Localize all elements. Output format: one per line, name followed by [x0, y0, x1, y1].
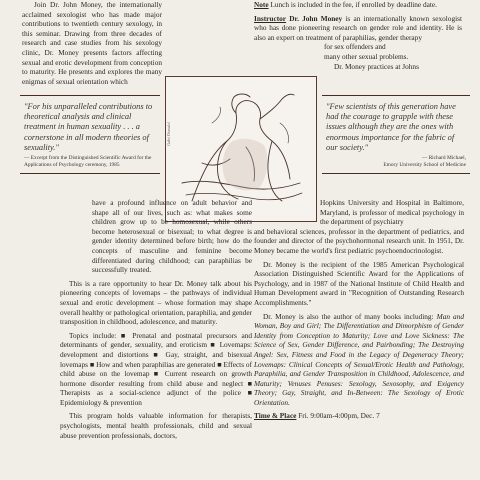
michael-quote-source-affiliation: Emory University School of Medicine — [383, 161, 466, 168]
instructor-label: Instructor — [254, 13, 287, 23]
instructor-name: Dr. John Money — [289, 13, 343, 23]
description-column — [60, 198, 252, 444]
michael-quote-source — [326, 155, 466, 168]
figure-credit — [166, 136, 171, 146]
award-quote-text: "For his unparalleled contributions to theoretical analysis and clinical treatment in human sexuality . . . a cornerstone in all modern theories of sexuality." — [24, 102, 153, 152]
books-intro: Dr. Money is also the author of many books including: — [263, 311, 434, 321]
time-place-label: Time & Place — [254, 411, 297, 421]
instructor-text: is an internationally known sexologist who has done pioneering research on gender role and identity. He is also an expert on treatment of paraphilias, gender therapy — [254, 13, 462, 42]
time-place-text: Fri. 9:00am-4:00pm, Dec. 7 — [298, 411, 380, 421]
award-quote — [20, 95, 160, 174]
description-paragraph-2: This is a rare opportunity to hear Dr. Money talk about his pioneering concepts of lovemaps – the pathways of individual sexual and erotic development – whose formation may shape overall healthy or pathological orientation, paraphilia, and gender transposition in childhood, adolescence, and maturity. — [60, 278, 252, 327]
topics-paragraph: Topics include: ■ Prenatal and postnatal precursors and determinants of gender, sexuality, and eroticism ■ Lovemaps: development and distortions ■ Gay, straight, and bisexual lovemaps ■ How and when paraphilias are generated ■ Effects of child abuse on the lovemap ■ Current research on growth hormone disorder resulting from child abuse and neglect ■ Therapists as a social-science adjunct of the police ■ Epidemiology & prevention — [60, 330, 252, 407]
michael-quote — [322, 95, 470, 174]
biography-column — [254, 198, 464, 425]
indent-line-2: many other sexual problems. — [324, 51, 409, 61]
michael-quote-text: "Few scientists of this generation have had the courage to grapple with these issues although they are the ones with enormous importance for the fabric of our society." — [326, 102, 456, 152]
award-paragraph: Dr. Money is the recipient of the 1985 American Psychological Association Distinguished Scientific Award for the Applications of Psychology, and in 1987 of the National Institute of Child Health and Human Development award in "Recognition of Outstanding Research Accomplishments." — [254, 259, 464, 307]
award-quote-source: — Excerpt from the Distinguished Scientific Award for the Applications of Psychology ceremony, 1985 — [24, 155, 152, 168]
info-column — [254, 0, 462, 71]
books-list: Man and Woman, Boy and Girl; The Differentiation and Dimorphism of Gender Identity from Conception to Maturity; Love and Love Sickness: The Science of Sex, Gender Difference, and Pairbonding; The Destroying Angel: Sex, Fitness and Food in the Legacy of Degeneracy Theory; Lovemaps: Clinical Concepts of Sexual/Erotic Health and Pathology, Paraphilia, and Gender Transposition in Childhood, Adolescence, and Maturity; Venuses Penuses: Sexology, Sexosophy, and Exigency Theory; Gay, Straight, and In-Between: The Sexology of Erotic Orientation. — [254, 311, 464, 407]
figure-sketch-icon — [172, 83, 308, 213]
time-place-paragraph — [254, 411, 464, 421]
audience-paragraph: This program holds valuable information for therapists, psychologists, mental health professionals, child and sexual abuse prevention professionals, doctors, — [60, 411, 252, 440]
description-paragraph-1: have a profound influence on adult behavior and shape all of our lives, such as: what makes some children grow up to be homosexual, while others become heterosexual or bisexual; to what degree is gender identity determined before birth; how do the concepts of masculine and feminine become differentiated during childhood; can paraphilias be successfully treated. — [92, 198, 252, 275]
bio-paragraph-rest: and behavioral sciences, professor in the department of pediatrics, and founder and director of the psychohormonal research unit. In 1951, Dr. Money became the world's first pediatric psychoendocrinologist. — [254, 226, 464, 255]
instructor-paragraph — [254, 14, 462, 43]
intro-column — [22, 0, 162, 90]
note-label: Note — [254, 0, 269, 9]
note-paragraph — [254, 0, 462, 10]
bio-paragraph-narrow: Hopkins University and Hospital in Baltimore, Maryland, is professor of medical psychology in the department of psychiatry — [320, 198, 464, 227]
indent-line-1: for sex offenders and — [324, 42, 386, 52]
indent-line-3: Dr. Money practices at Johns — [334, 61, 419, 71]
note-text: Lunch is included in the fee, if enrolled by deadline date. — [270, 0, 437, 9]
instructor-indent-lines — [254, 42, 462, 71]
intro-paragraph: Join Dr. John Money, the internationally acclaimed sexologist who has made major contributions to twentieth century sexology, in this seminar. Drawing from three decades of research and case studies from his sexology clinic, Dr. Money presents factors affecting sexual and erotic development from conception to maturity. He presents and explores the many enigmas of sexual orientation which — [22, 0, 162, 86]
books-paragraph — [254, 312, 464, 408]
michael-quote-source-name: — Richard Michael, — [421, 155, 466, 162]
